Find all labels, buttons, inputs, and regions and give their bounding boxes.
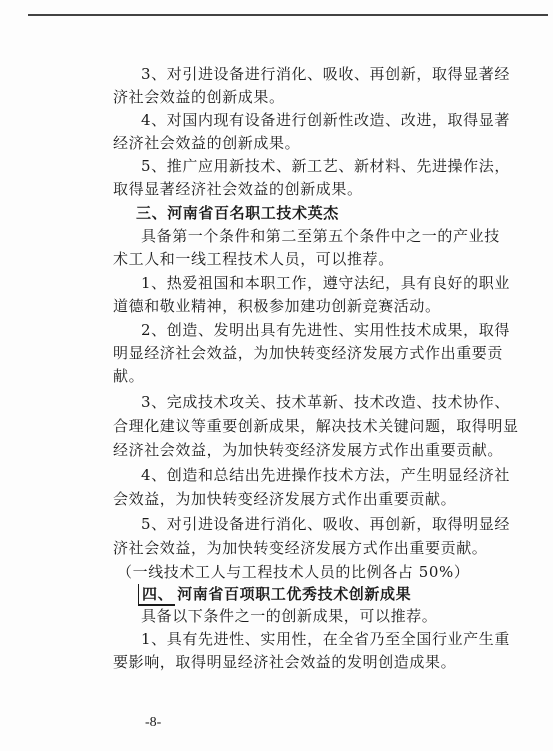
paragraph-line: 4、创造和总结出先进操作技术方法，产生明显经济社 bbox=[141, 466, 510, 484]
section-heading-four bbox=[138, 584, 411, 606]
paragraph-line: 3、对引进设备进行消化、吸收、再创新，取得显著经 bbox=[141, 65, 510, 83]
paragraph-line: 经济社会效益的创新成果。 bbox=[113, 134, 301, 152]
section-four-title: 河南省百项职工优秀技术创新成果 bbox=[177, 585, 412, 603]
top-rule bbox=[28, 14, 548, 16]
paragraph-line: 合理化建议等重要创新成果，解决技术关键问题，取得明显 bbox=[113, 417, 519, 435]
paragraph-line: 具备第一个条件和第二至第五个条件中之一的产业技 bbox=[141, 227, 500, 245]
paragraph-line: 济社会效益，为加快转变经济发展方式作出重要贡献。 bbox=[113, 539, 488, 557]
paragraph-line: 要影响，取得明显经济社会效益的发明创造成果。 bbox=[113, 653, 457, 671]
paragraph-line: 明显经济社会效益，为加快转变经济发展方式作出重要贡 bbox=[113, 344, 504, 362]
paragraph-line: 具备以下条件之一的创新成果，可以推荐。 bbox=[141, 607, 438, 625]
paragraph-line: 5、对引进设备进行消化、吸收、再创新，取得明显经 bbox=[141, 515, 510, 533]
paragraph-line: 道德和敬业精神，积极参加建功创新竞赛活动。 bbox=[113, 297, 441, 315]
section-four-marker: 四、 bbox=[138, 584, 175, 606]
paragraph-line: 经济社会效益，为加快转变经济发展方式作出重要贡献。 bbox=[113, 441, 504, 459]
paragraph-line: 5、推广应用新技术、新工艺、新材料、先进操作法， bbox=[141, 157, 510, 175]
section-heading-three: 三、河南省百名职工技术英杰 bbox=[136, 204, 339, 222]
paragraph-line: 术工人和一线工程技术人员，可以推荐。 bbox=[113, 250, 394, 268]
paragraph-line: 取得显著经济社会效益的创新成果。 bbox=[113, 180, 363, 198]
paragraph-line: 4、对国内现有设备进行创新性改造、改进，取得显著 bbox=[141, 111, 510, 129]
page-number: -8- bbox=[145, 715, 162, 730]
paragraph-line: 1、具有先进性、实用性，在全省乃至全国行业产生重 bbox=[141, 630, 510, 648]
paragraph-line: 3、完成技术攻关、技术革新、技术改造、技术协作、 bbox=[141, 393, 510, 411]
paragraph-line: 2、创造、发明出具有先进性、实用性技术成果，取得 bbox=[141, 321, 510, 339]
paragraph-line: 1、热爱祖国和本职工作，遵守法纪，具有良好的职业 bbox=[141, 274, 510, 292]
paragraph-line: 献。 bbox=[113, 367, 145, 385]
ratio-note: （一线技术工人与工程技术人员的比例各占 50%） bbox=[117, 563, 470, 581]
paragraph-line: 会效益，为加快转变经济发展方式作出重要贡献。 bbox=[113, 490, 457, 508]
paragraph-line: 济社会效益的创新成果。 bbox=[113, 88, 285, 106]
